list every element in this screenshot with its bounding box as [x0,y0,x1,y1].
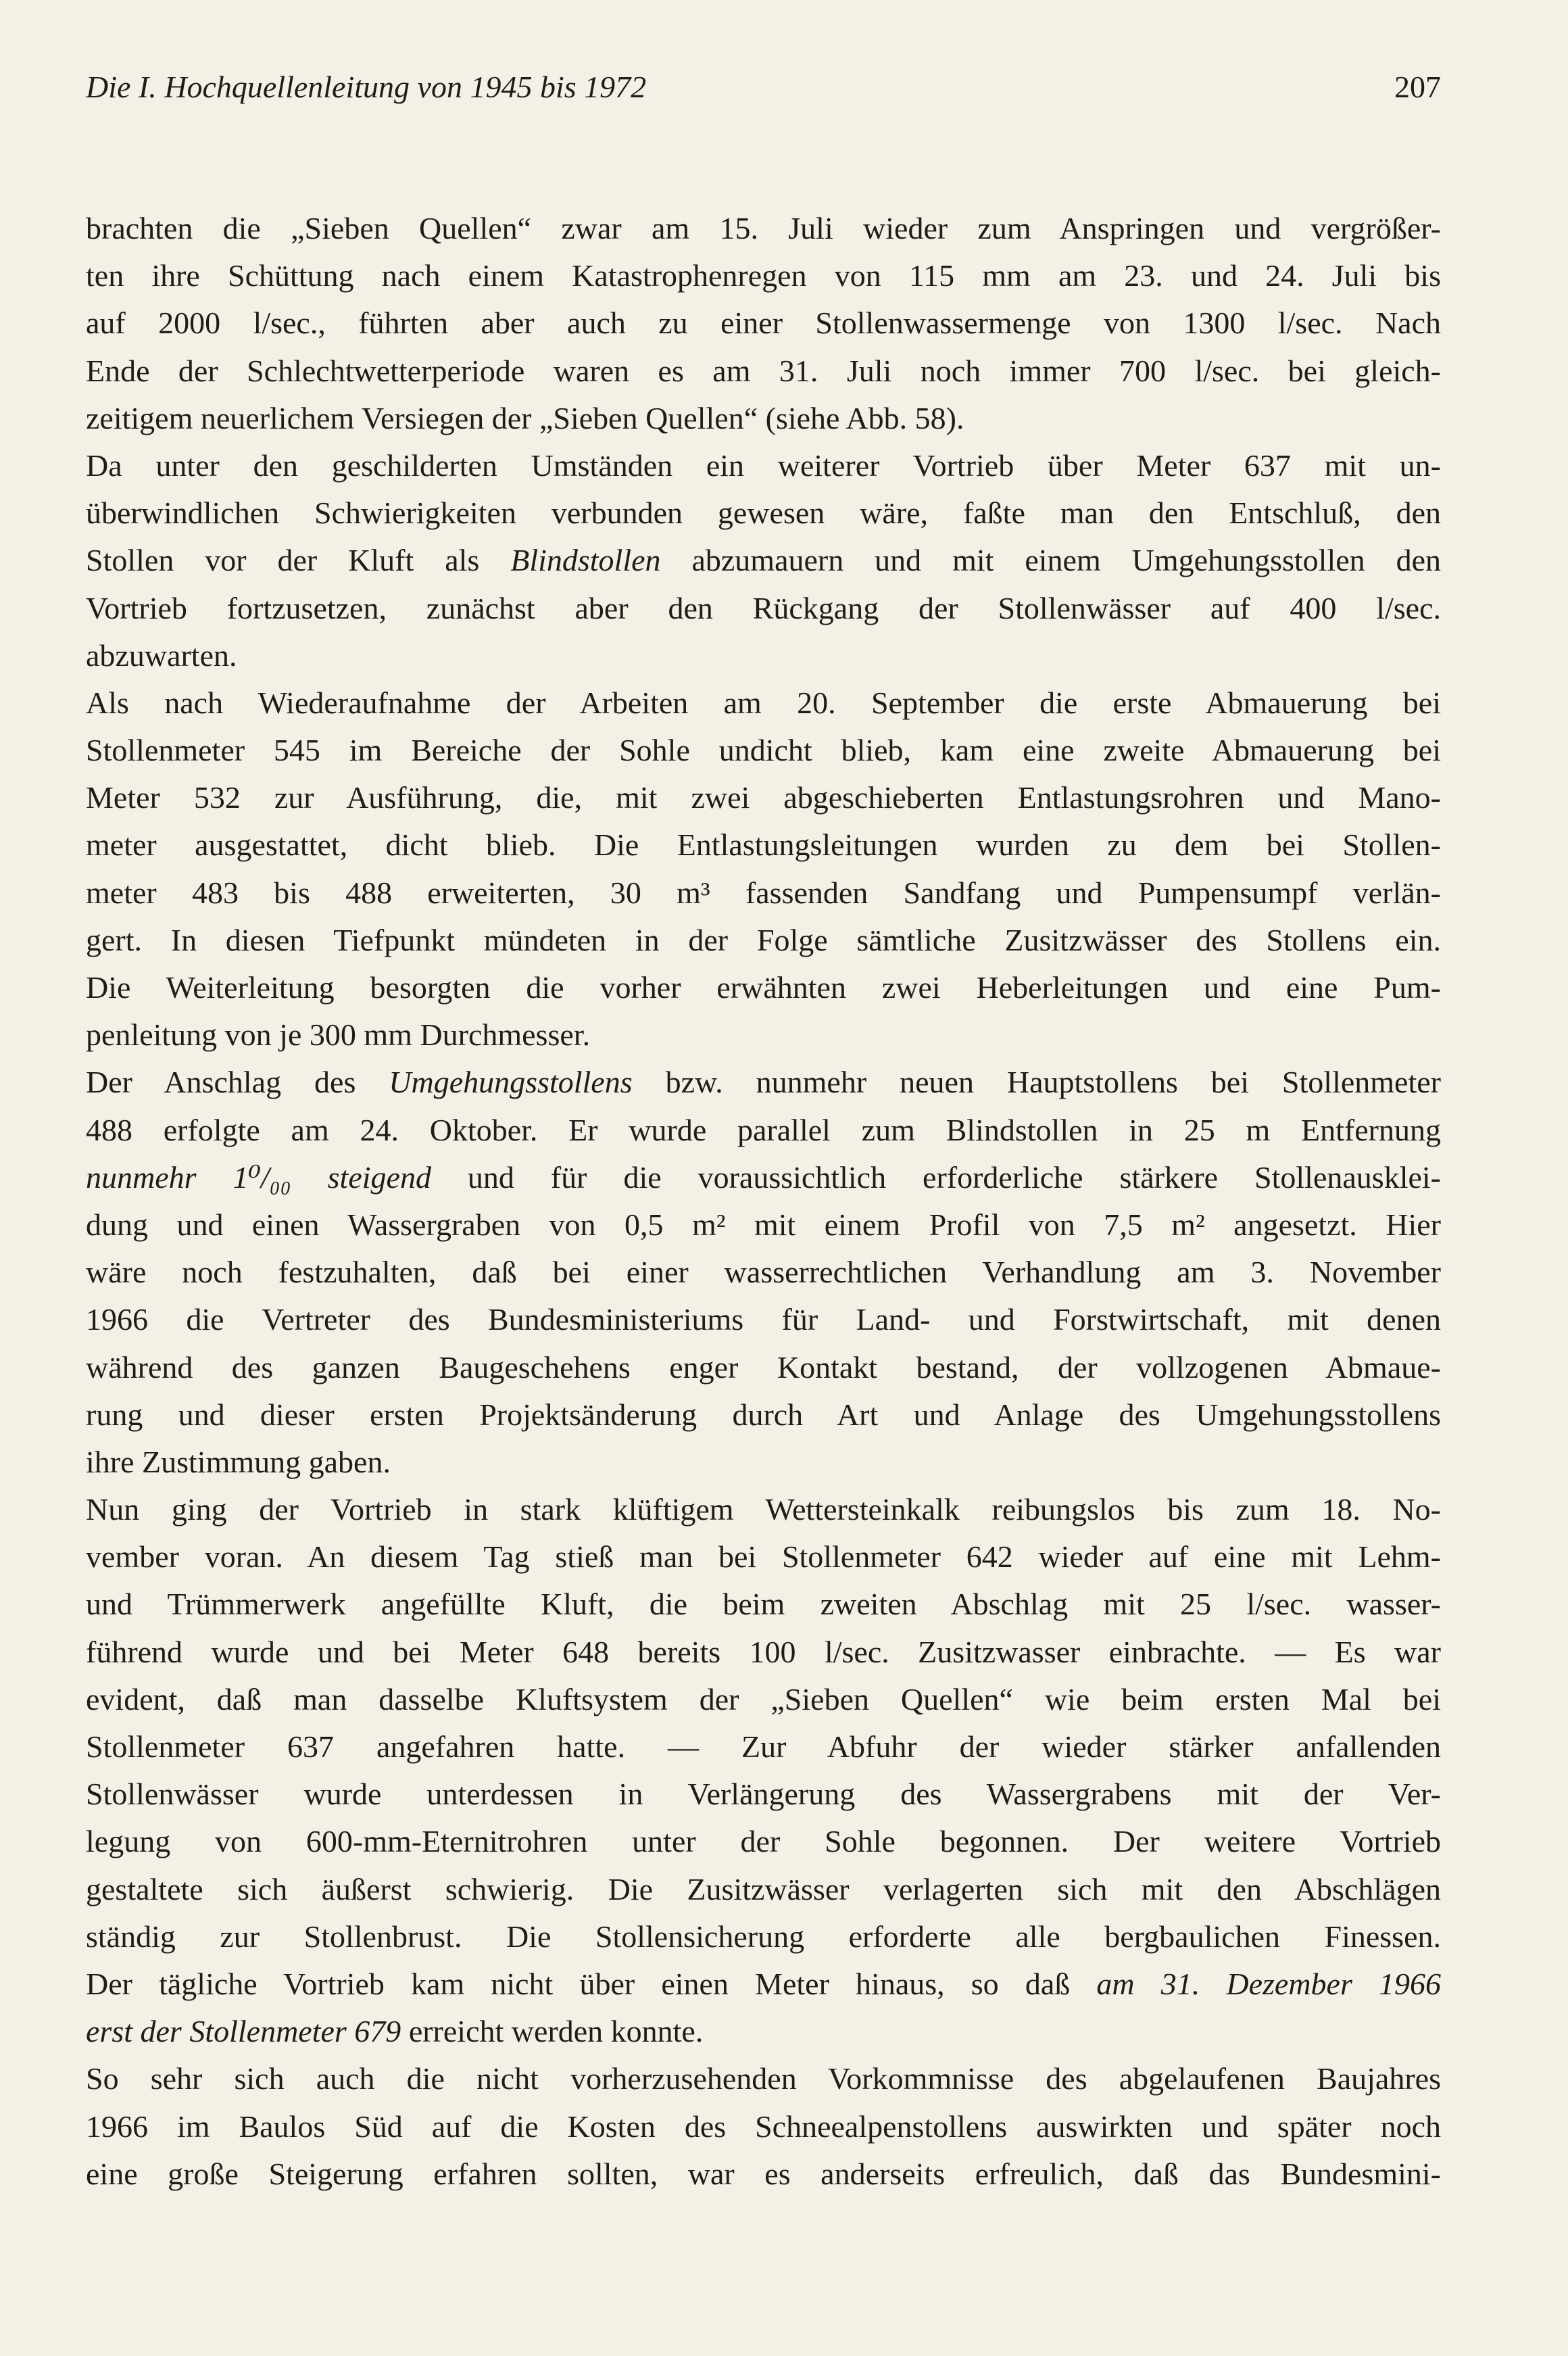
emphasized-text: am 31. Dezember 1966 [1096,1966,1441,2001]
text-line [86,1866,1441,1913]
text-segment: gestaltete sich äußerst schwierig. Die Zusitzwässer verlagerten sich mit den Abschlägen [86,1871,1441,1906]
text-line [86,1629,1441,1676]
text-segment: Die Weiterleitung besorgten die vorher erwähnten zwei Heberleitungen und eine Pum- [86,970,1441,1005]
text-line [86,1011,1441,1059]
text-line [86,2150,1441,2198]
text-line [86,585,1441,632]
emphasized-text: nunmehr 1⁰/₀₀ steigend [86,1159,431,1195]
text-segment: und für die voraussichtlich erforderliche stärkere Stollenauskleі- [431,1159,1441,1195]
running-header [86,66,1441,107]
text-line [86,252,1441,299]
text-line [86,1391,1441,1439]
page-number: 207 [1394,69,1441,104]
text-segment: führend wurde und bei Meter 648 bereits 100 l/sec. Zusitzwasser einbrachte. — Es war [86,1634,1441,1669]
text-segment: wäre noch festzuhalten, daß bei einer wasserrechtlichen Verhandlung am 3. November [86,1255,1441,1290]
text-line [86,1344,1441,1391]
text-segment: Da unter den geschilderten Umständen ein weiterer Vortrieb über Meter 637 mit un- [86,448,1441,483]
text-segment: dung und einen Wassergraben von 0,5 m² mit einem Profil von 7,5 m² angesetzt. Hier [86,1207,1441,1242]
text-line [86,1771,1441,1818]
text-line [86,2103,1441,2150]
text-line [86,821,1441,869]
text-line [86,1249,1441,1296]
paragraph [86,442,1441,679]
text-segment: während des ganzen Baugeschehens enger Kontakt bestand, der vollzogenen Abmaue- [86,1349,1441,1385]
text-line [86,1961,1441,2008]
emphasized-text: Blindstollen [510,543,661,578]
text-segment: Der tägliche Vortrieb kam nicht über einen Meter hinaus, so daß [86,1966,1097,2001]
text-segment: ständig zur Stollenbrust. Die Stollensicherung erforderte alle bergbaulichen Finessen. [86,1919,1441,1954]
text-segment: erreicht werden konnte. [401,2014,704,2049]
text-segment: Nun ging der Vortrieb in stark klüftigem Wettersteinkalk reibungslos bis zum 18. No- [86,1492,1441,1527]
text-line [86,1107,1441,1154]
text-line [86,679,1441,727]
text-line [86,1059,1441,1106]
text-segment: ten ihre Schüttung nach einem Katastrophenregen von 115 mm am 23. und 24. Juli bis [86,258,1441,293]
text-segment: Meter 532 zur Ausführung, die, mit zwei abgeschieberten Entlastungsrohren und Mano- [86,780,1441,815]
text-segment: gert. In diesen Tiefpunkt mündeten in der Folge sämtliche Zusitzwässer des Stollens ein. [86,922,1441,957]
paragraph [86,1486,1441,2055]
text-line [86,2055,1441,2102]
text-segment: Vortrieb fortzusetzen, zunächst aber den Rückgang der Stollenwässer auf 400 l/sec. [86,590,1441,625]
text-segment: rung und dieser ersten Projektsänderung durch Art und Anlage des Umgehungsstollens [86,1397,1441,1432]
text-segment: So sehr sich auch die nicht vorherzusehenden Vorkommnisse des abgelaufenen Baujahres [86,2061,1441,2096]
text-line [86,1486,1441,1533]
text-line [86,1818,1441,1865]
text-segment: Stollenmeter 637 angefahren hatte. — Zur Abfuhr der wieder stärker anfallenden [86,1729,1441,1764]
running-title: Die I. Hochquellenleitung von 1945 bis 1972 [86,69,647,104]
paragraph [86,2055,1441,2198]
text-segment: eine große Steigerung erfahren sollten, war es anderseits erfreulich, daß das Bundesmini- [86,2156,1441,2191]
text-line [86,1676,1441,1723]
text-segment: legung von 600-mm-Eternitrohren unter der Sohle begonnen. Der weitere Vortrieb [86,1824,1441,1859]
text-segment: Stollenwässer wurde unterdessen in Verlängerung des Wassergrabens mit der Ver- [86,1777,1441,1812]
text-line [86,347,1441,395]
text-segment: Der Anschlag des [86,1065,389,1100]
text-line [86,489,1441,537]
text-segment: überwindlichen Schwierigkeiten verbunden gewesen wäre, faßte man den Entschluß, den [86,496,1441,531]
paragraph [86,205,1441,442]
text-line [86,1533,1441,1581]
text-line [86,964,1441,1011]
paragraph [86,1059,1441,1486]
text-line [86,442,1441,489]
text-segment: evident, daß man dasselbe Kluftsystem der „Sieben Quellen“ wie beim ersten Mal bei [86,1681,1441,1716]
text-segment: penleitung von je 300 mm Durchmesser. [86,1017,591,1053]
text-segment: vember voran. An diesem Tag stieß man bei Stollenmeter 642 wieder auf eine mit Lehm- [86,1539,1441,1574]
text-segment: 1966 die Vertreter des Bundesministeriums für Land- und Forstwirtschaft, mit denen [86,1302,1441,1337]
text-line [86,869,1441,917]
text-segment: meter ausgestattet, dicht blieb. Die Entlastungsleitungen wurden zu dem bei Stollen- [86,827,1441,863]
text-segment: zeitigem neuerlichem Versiegen der „Sieben Quellen“ (siehe Abb. 58). [86,400,964,435]
text-line [86,632,1441,679]
text-segment: Als nach Wiederaufnahme der Arbeiten am 20. September die erste Abmauerung bei [86,685,1441,720]
text-segment: brachten die „Sieben Quellen“ zwar am 15. Juli wieder zum Anspringen und vergrößer- [86,211,1441,245]
text-line [86,774,1441,821]
text-segment: 488 erfolgte am 24. Oktober. Er wurde parallel zum Blindstollen in 25 m Entfernung [86,1112,1441,1147]
text-segment: meter 483 bis 488 erweiterten, 30 m³ fassenden Sandfang und Pumpensumpf verlän- [86,875,1441,910]
text-line [86,2008,1441,2055]
text-line [86,395,1441,442]
text-segment: ihre Zustimmung gaben. [86,1444,391,1479]
text-segment: Ende der Schlechtwetterperiode waren es am 31. Juli noch immer 700 l/sec. bei gleich- [86,353,1441,388]
body-text [86,205,1441,2198]
text-line [86,727,1441,774]
text-line [86,1296,1441,1343]
text-segment: Stollen vor der Kluft als [86,543,511,578]
emphasized-text: Umgehungsstollens [389,1065,633,1100]
text-segment: abzumauern und mit einem Umgehungsstollen den [660,543,1441,578]
text-line [86,537,1441,584]
emphasized-text: erst der Stollenmeter 679 [86,2014,401,2049]
text-segment: bzw. nunmehr neuen Hauptstollens bei Stollenmeter [632,1065,1441,1100]
text-segment: auf 2000 l/sec., führten aber auch zu einer Stollenwassermenge von 1300 l/sec. Nach [86,306,1441,341]
text-line [86,1723,1441,1771]
text-line [86,917,1441,964]
text-line [86,1439,1441,1486]
text-line [86,1201,1441,1249]
text-segment: Stollenmeter 545 im Bereiche der Sohle undicht blieb, kam eine zweite Abmauerung bei [86,733,1441,768]
text-line [86,1154,1441,1201]
text-line [86,1581,1441,1628]
text-line [86,205,1441,252]
text-segment: 1966 im Baulos Süd auf die Kosten des Schneealpenstollens auswirkten und später noch [86,2109,1441,2144]
text-line [86,1913,1441,1961]
text-segment: und Trümmerwerk angefüllte Kluft, die beim zweiten Abschlag mit 25 l/sec. wasser- [86,1587,1441,1622]
text-segment: abzuwarten. [86,638,237,673]
paragraph [86,679,1441,1059]
text-line [86,299,1441,347]
